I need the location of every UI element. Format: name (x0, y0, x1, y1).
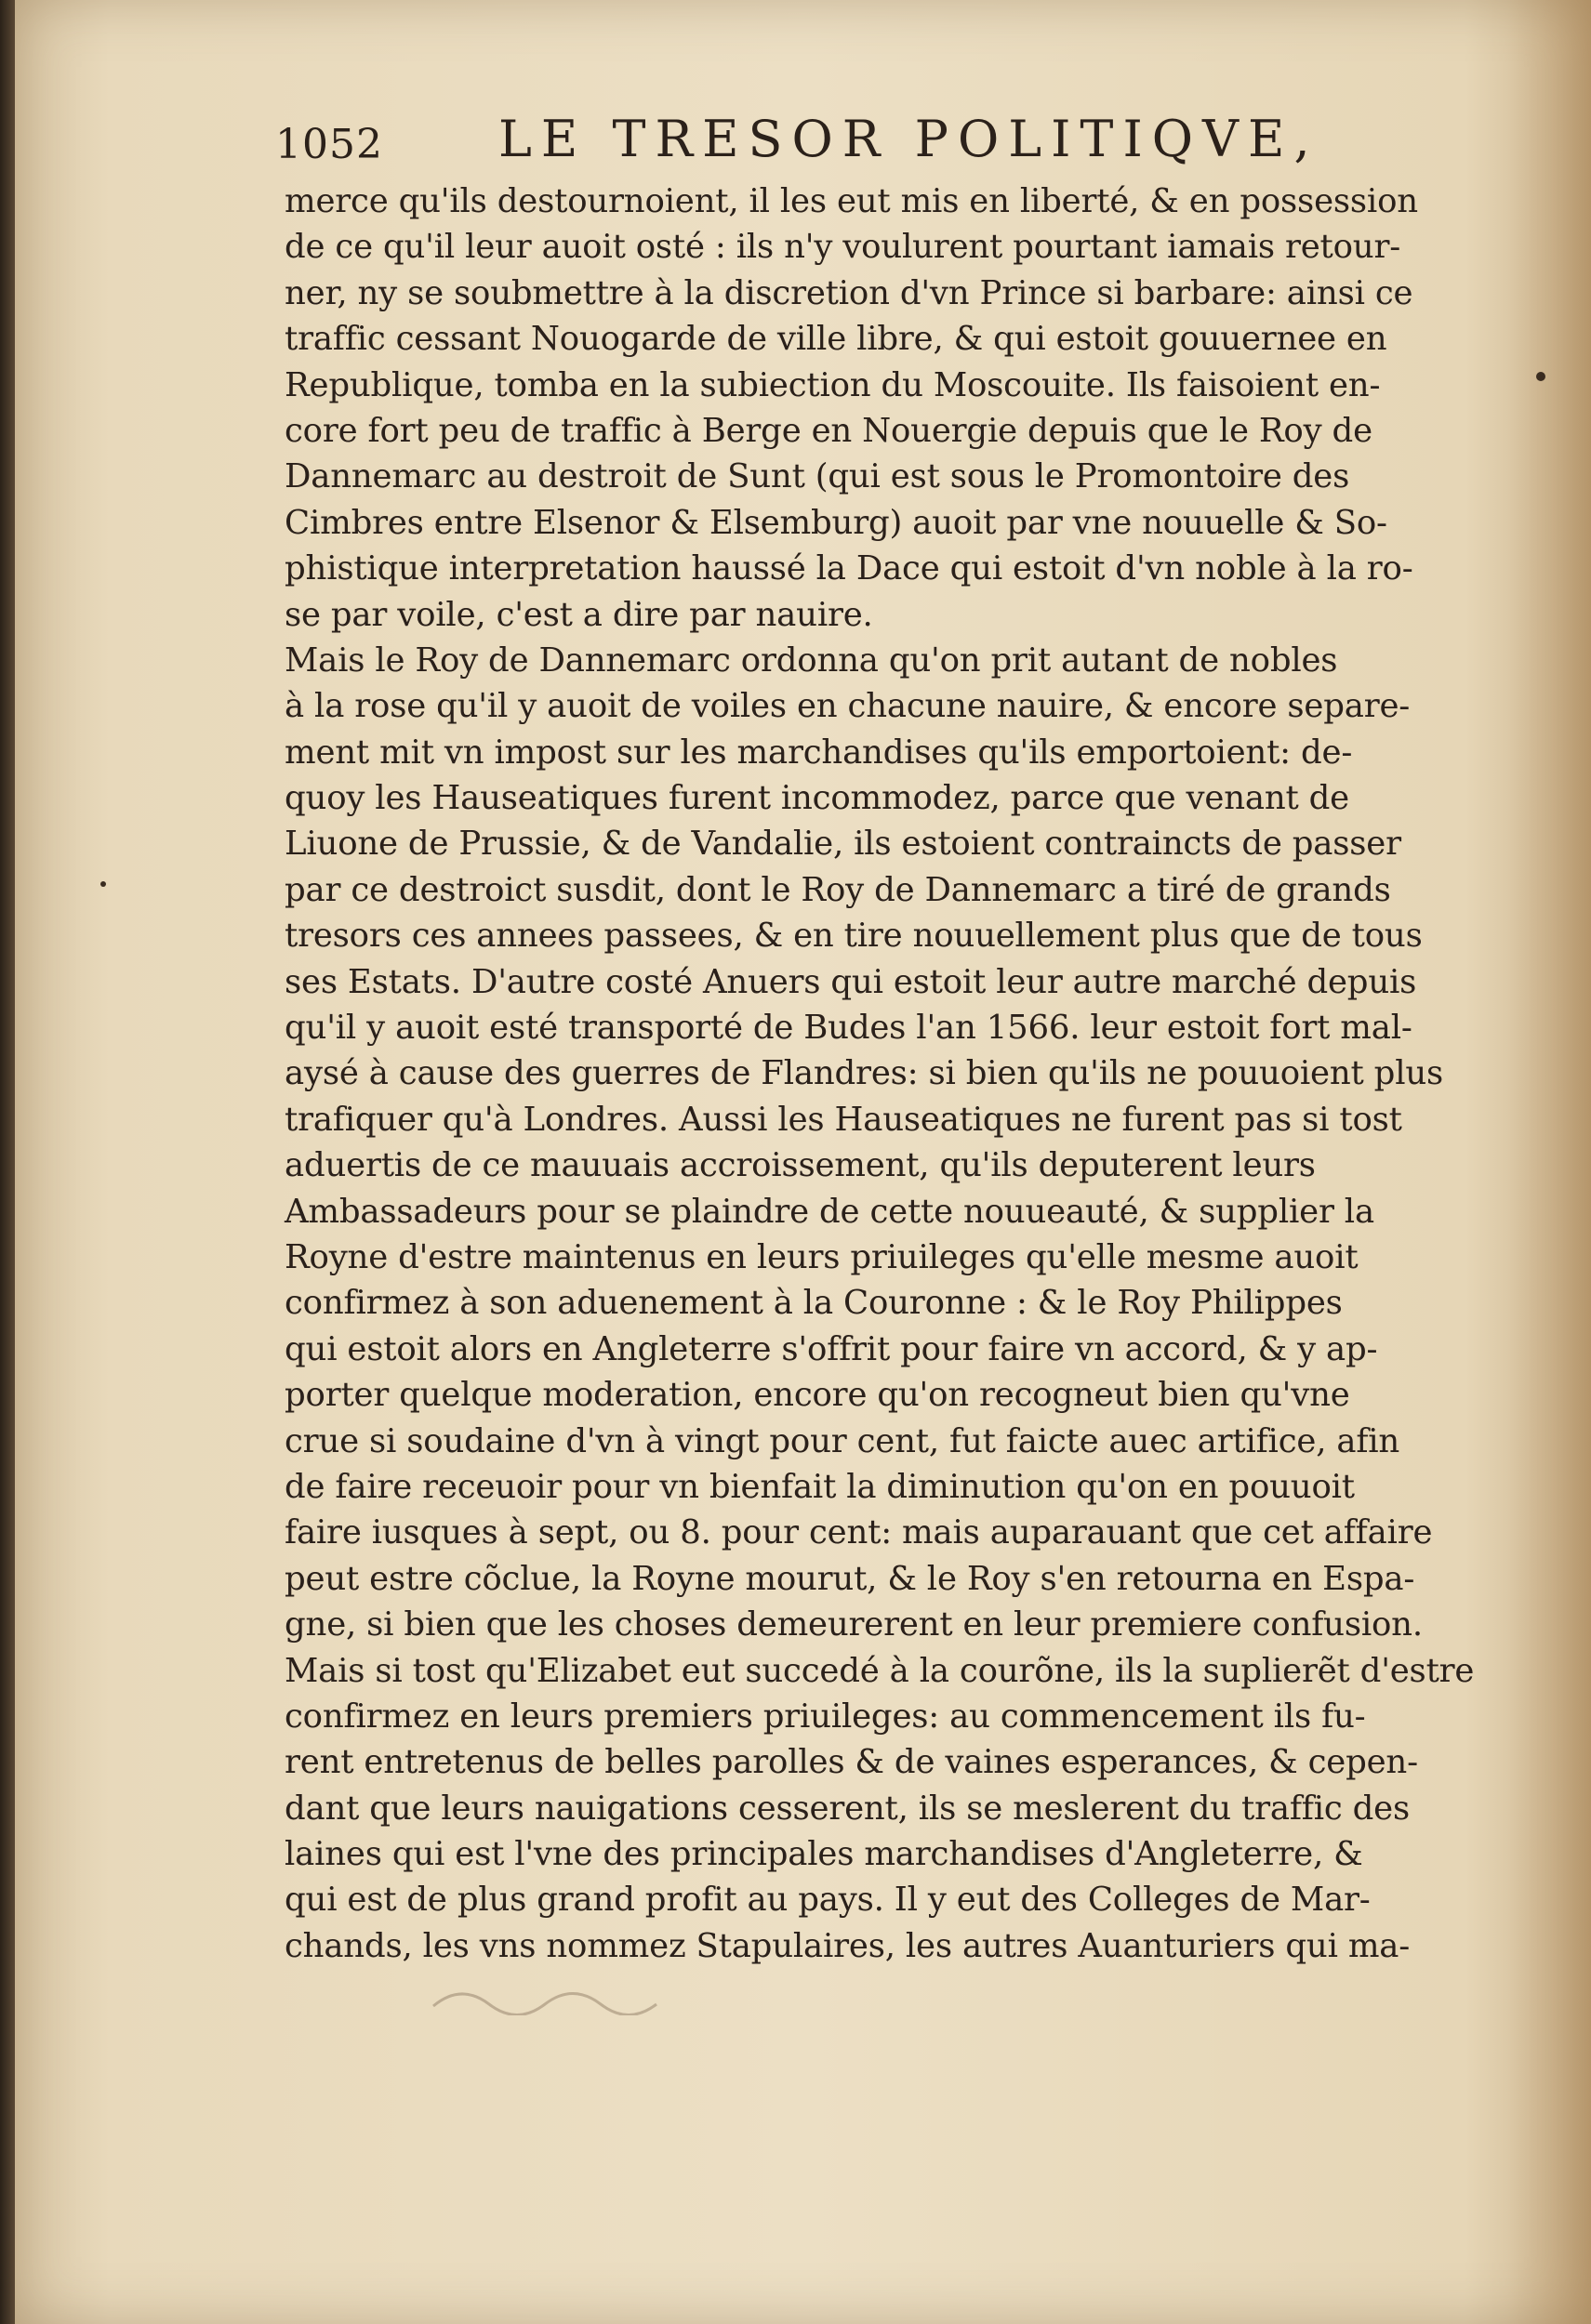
text-line: peut estre cõclue, la Royne mourut, & le Roy s'en retourna en Espa- (285, 1559, 1415, 1598)
text-line: Mais le Roy de Dannemarc ordonna qu'on prit autant de nobles (285, 640, 1338, 680)
text-line: qui est de plus grand profit au pays. Il y eut des Colleges de Mar- (285, 1881, 1371, 1920)
text-line: Republique, tomba en la subiection du Moscouite. Ils faisoient en- (285, 365, 1381, 404)
text-line: de faire receuoir pour vn bienfait la diminution qu'on en pouuoit (285, 1467, 1355, 1506)
text-line: porter quelque moderation, encore qu'on recogneut bien qu'vne (285, 1376, 1350, 1415)
text-line: ner, ny se soubmettre à la discretion d'vn Prince si barbare: ainsi ce (285, 273, 1413, 312)
text-line: confirmez en leurs premiers priuileges: au commencement ils fu- (285, 1697, 1366, 1736)
page-number: 1052 (275, 121, 383, 168)
text-line: phistique interpretation haussé la Dace qui estoit d'vn noble à la ro- (285, 549, 1413, 588)
text-line: qu'il y auoit esté transporté de Budes l'an 1566. leur estoit fort mal- (285, 1009, 1412, 1048)
text-line: à la rose qu'il y auoit de voiles en chacune nauire, & encore separe- (285, 687, 1411, 726)
text-line: aysé à cause des guerres de Flandres: si bien qu'ils ne pouuoient plus (285, 1054, 1444, 1093)
running-title: LE TRESOR POLITIQVE, (498, 110, 1319, 168)
text-line: gne, si bien que les choses demeurerent en leur premiere confusion. (285, 1605, 1423, 1644)
text-line: Dannemarc au destroit de Sunt (qui est sous le Promontoire des (285, 457, 1350, 496)
text-line: Mais si tost qu'Elizabet eut succedé à la courõne, ils la suplierẽt d'estre (285, 1651, 1475, 1690)
text-line: traffic cessant Nouogarde de ville libre, & qui estoit gouuernee en (285, 320, 1387, 359)
text-line: Liuone de Prussie, & de Vandalie, ils estoient contraincts de passer (285, 825, 1401, 864)
text-line: ses Estats. D'autre costé Anuers qui estoit leur autre marché depuis (285, 962, 1417, 1001)
text-line: Ambassadeurs pour se plaindre de cette nouueauté, & supplier la (285, 1192, 1374, 1231)
text-line: crue si soudaine d'vn à vingt pour cent, fut faicte auec artifice, afin (285, 1421, 1400, 1460)
page-header (275, 102, 1319, 177)
margin-ink-mark (1536, 372, 1545, 381)
text-line: ment mit vn impost sur les marchandises qu'ils emportoient: de- (285, 733, 1353, 772)
text-line: de ce qu'il leur auoit osté : ils n'y voulurent pourtant iamais retour- (285, 228, 1401, 267)
text-line: confirmez à son aduenement à la Couronne : & le Roy Philippes (285, 1284, 1343, 1323)
text-line: Cimbres entre Elsenor & Elsemburg) auoit par vne nouuelle & So- (285, 503, 1387, 542)
text-line: dant que leurs nauigations cesserent, ils se meslerent du traffic des (285, 1789, 1410, 1828)
text-line: chands, les vns nommez Stapulaires, les autres Auanturiers qui ma- (285, 1926, 1411, 1965)
text-line: qui estoit alors en Angleterre s'offrit pour faire vn accord, & y ap- (285, 1329, 1378, 1368)
text-line: tresors ces annees passees, & en tire nouuellement plus que de tous (285, 917, 1423, 956)
scan-left-edge (0, 0, 15, 2324)
text-line: faire iusques à sept, ou 8. pour cent: mais auparauant que cet affaire (285, 1513, 1433, 1552)
text-line: par ce destroict susdit, dont le Roy de Dannemarc a tiré de grands (285, 870, 1391, 909)
text-line: Royne d'estre maintenus en leurs priuileges qu'elle mesme auoit (285, 1237, 1359, 1276)
body-text (285, 178, 1475, 1969)
text-line: aduertis de ce mauuais accroissement, qu'ils deputerent leurs (285, 1146, 1316, 1185)
text-line: trafiquer qu'à Londres. Aussi les Hauseatiques ne furent pas si tost (285, 1100, 1402, 1139)
faded-ornament (424, 1978, 666, 2015)
text-line: se par voile, c'est a dire par nauire. (285, 595, 873, 634)
text-line: rent entretenus de belles parolles & de vaines esperances, & cepen- (285, 1743, 1418, 1782)
book-page (15, 0, 1591, 2324)
text-line: merce qu'ils destournoient, il les eut mis en liberté, & en possession (285, 182, 1418, 220)
text-line: core fort peu de traffic à Berge en Nouergie depuis que le Roy de (285, 411, 1372, 450)
text-line: laines qui est l'vne des principales marchandises d'Angleterre, & (285, 1835, 1363, 1874)
margin-ink-mark (100, 881, 106, 887)
text-line: quoy les Hauseatiques furent incommodez, parce que venant de (285, 779, 1349, 818)
